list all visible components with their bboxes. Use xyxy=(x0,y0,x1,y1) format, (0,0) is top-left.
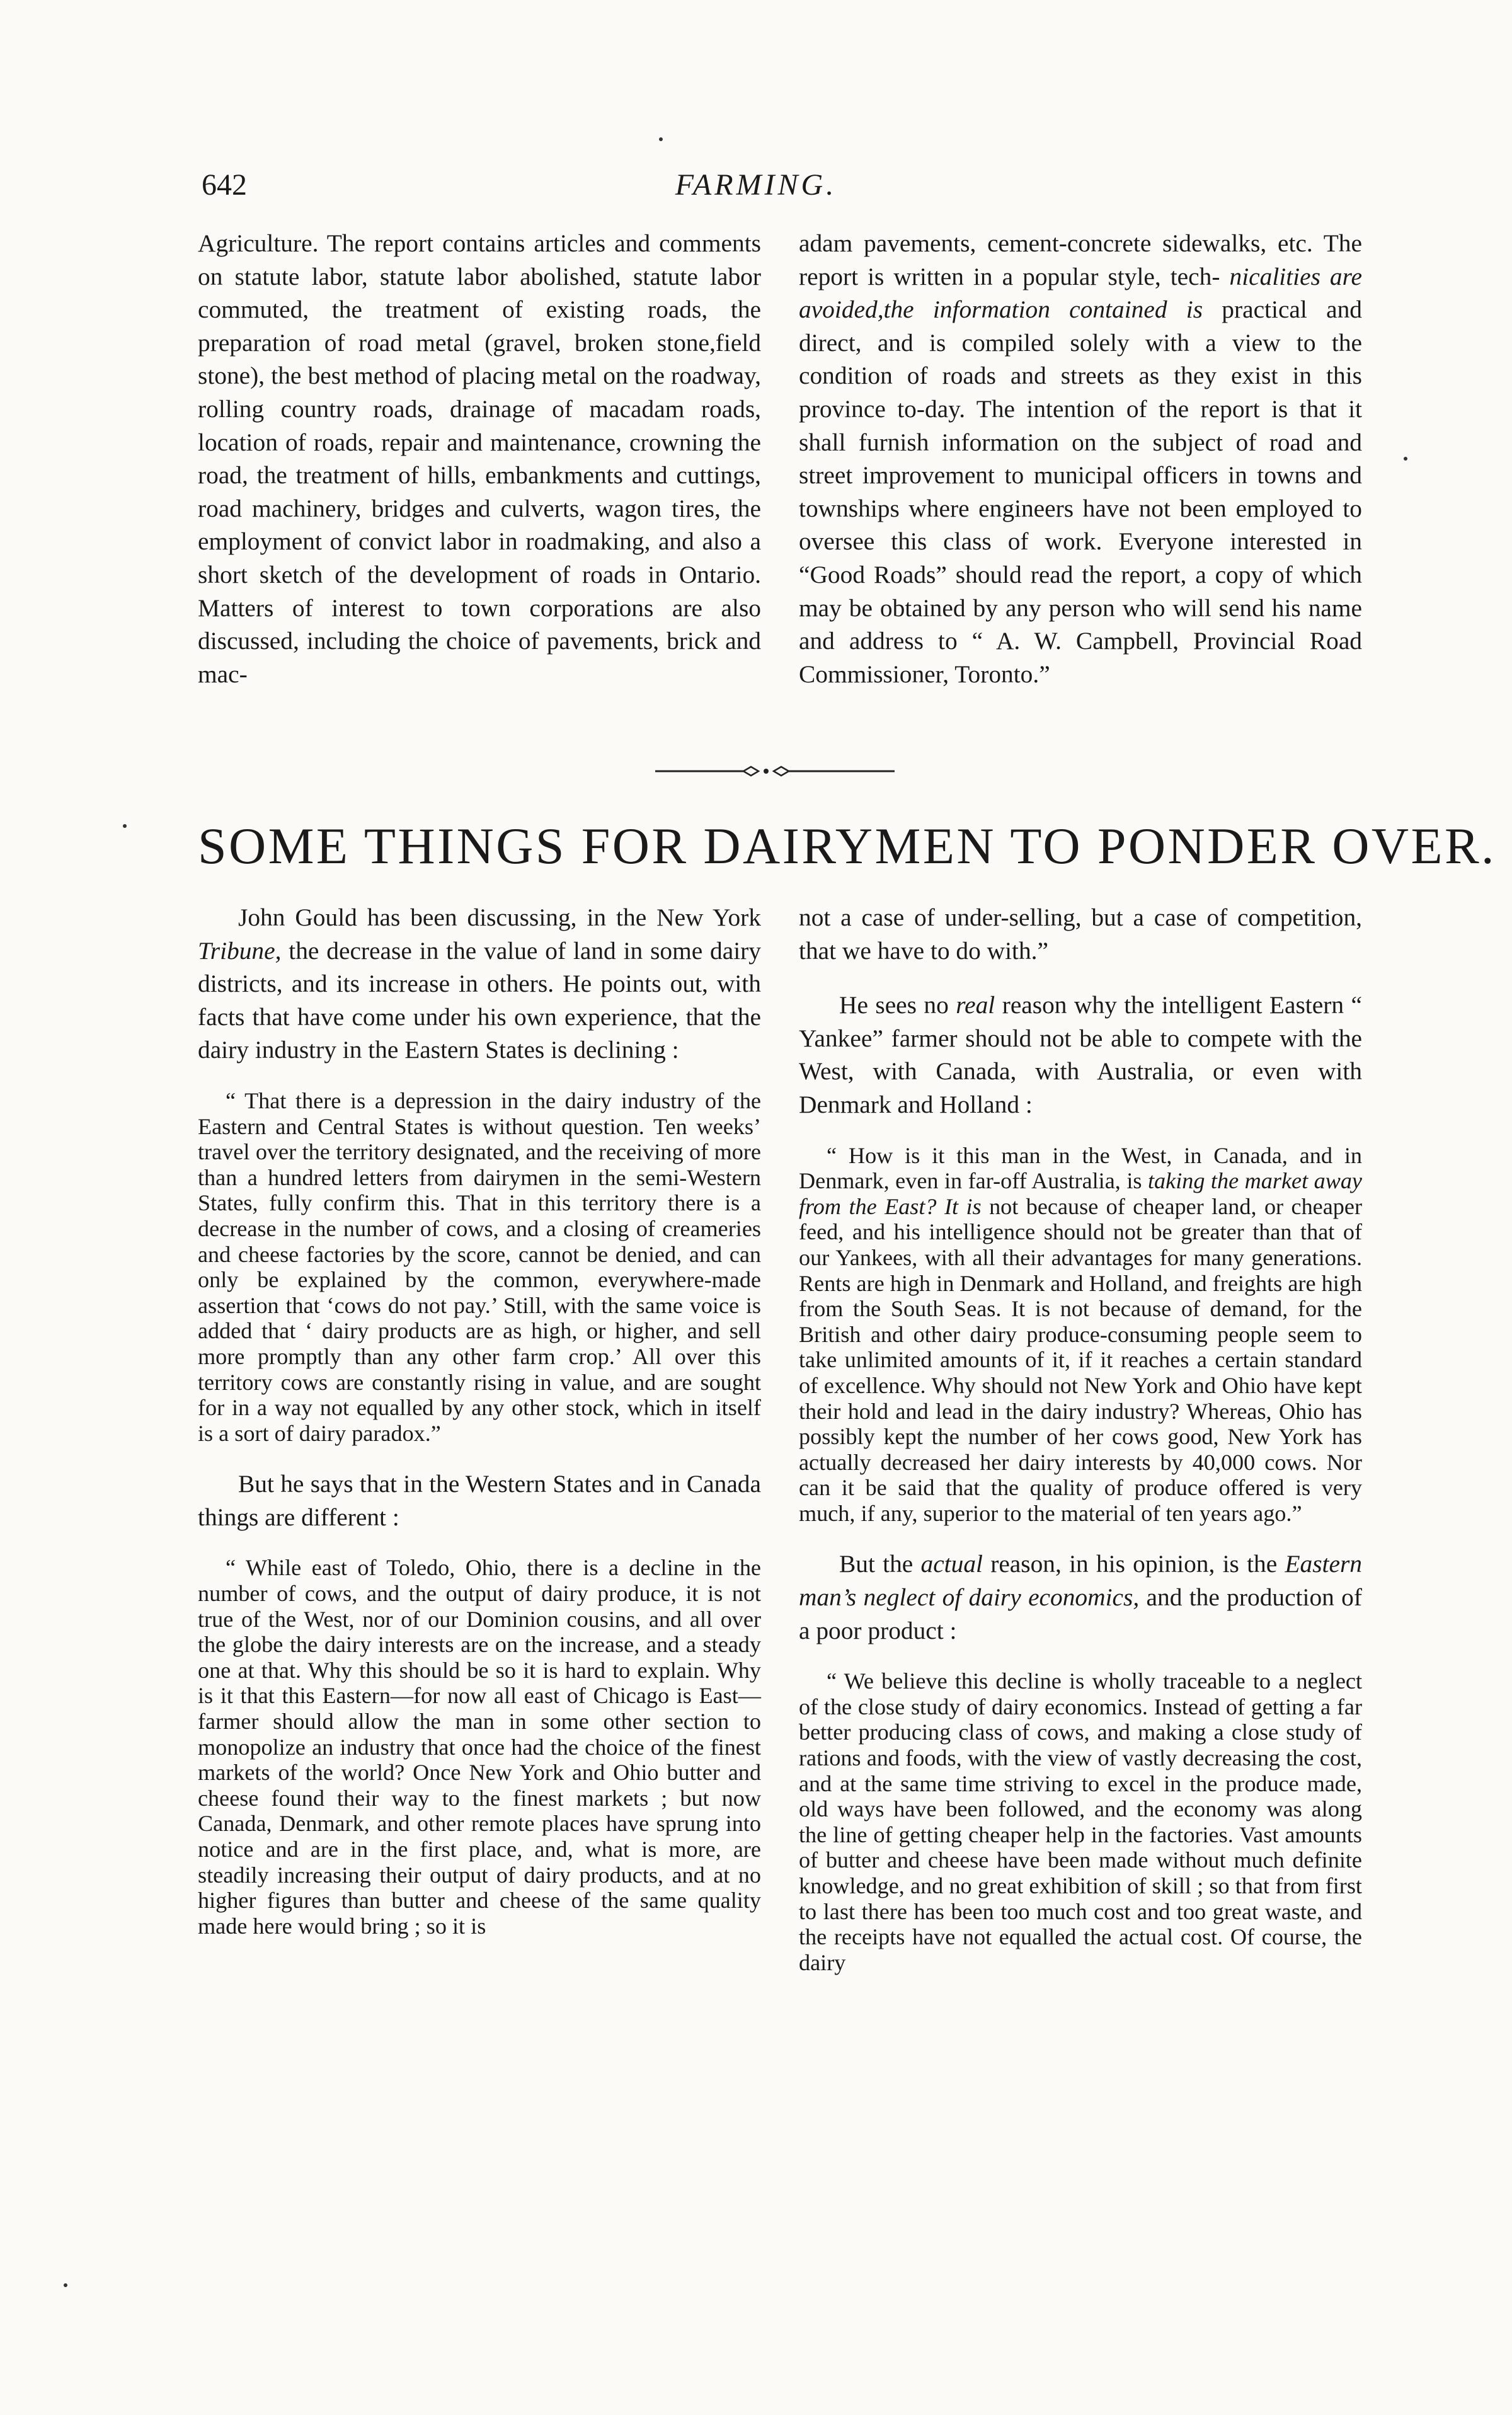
top-article-column-1 xyxy=(198,227,761,691)
italic-run: actual xyxy=(920,1550,983,1578)
block-quote: “ That there is a depression in the dairy industry of the Eastern and Central States is without question. Ten weeks’ travel over the territory designated, and the receiving of more than a hundred letters from dairymen in the semi-Western States, fully confirm this. That in this territory there is a decrease in the number of cows, and a closing of creameries and cheese factories by the score, cannot be denied, and can only be explained by the common, everywhere-made assertion that ‘cows do not pay.’ Still, with the same voice is added that ‘ dairy products are as high, or higher, and sell more promptly than any other farm crop.’ All over this territory cows are constantly rising in value, and are sought for in a way not equalled by any other stock, which in itself is a sort of dairy paradox.” xyxy=(198,1087,761,1446)
paragraph xyxy=(198,901,761,1067)
text-run: adam pavements, cement-concrete sidewalks, etc. The report is written in a popular style, tech- xyxy=(799,229,1362,290)
paragraph: But he says that in the Western States and in Canada things are different : xyxy=(198,1470,761,1531)
paragraph xyxy=(799,227,1362,691)
block-quote: “ We believe this decline is wholly traceable to a neglect of the close study of dairy economics. Instead of getting a far better producing class of cows, and making a close study of rations and foods, with the view of vastly decreasing the cost, and at the same time striving to excel in the produce made, old ways have been followed, and the economy was along the line of getting cheaper help in the factories. Vast amounts of butter and cheese have been made without much definite knowledge, and no great exhibition of skill ; so that from first to last there has been too much cost and too great waste, and the receipts have not equalled the actual cost. Of course, the dairy xyxy=(799,1668,1362,1975)
main-article-column-1 xyxy=(198,901,761,1939)
text-run: He sees no xyxy=(839,991,949,1019)
text-run: But the xyxy=(839,1550,914,1578)
text-run: the decrease in the value of land in some dairy districts, and its increase in others. He points out, with facts that have come under his own experience, that the dairy industry in the Eastern States is declining : xyxy=(198,936,761,1064)
italic-run: Tribune, xyxy=(198,936,282,965)
print-speck xyxy=(64,2283,67,2287)
text-run: reason why the intelligent Eastern “ Yankee” farmer should not be able to compete with the West, with Canada, with Australia, or even with Denmark and Holland : xyxy=(799,991,1362,1118)
print-speck xyxy=(1404,457,1407,461)
section-divider xyxy=(655,762,895,781)
text-run: practical and direct, and is compiled solely with a view to the condition of roads and streets as they exist in this province to-day. The intention of the report is that it shall furnish information on the subject of road and street improvement to municipal officers in towns and townships where engineers have not been employed to oversee this class of work. Everyone interested in “Good Roads” should read the report, a copy of which may be obtained by any person who will send his name and address to “ A. W. Campbell, Provincial Road Commissioner, Toronto.” xyxy=(799,295,1362,688)
article-headline: SOME THINGS FOR DAIRYMEN TO PONDER OVER. xyxy=(198,817,1496,875)
italic-run: taking the market away from the East? It is xyxy=(799,1168,1362,1219)
print-speck xyxy=(123,824,127,828)
running-title: FARMING. xyxy=(675,168,837,202)
paragraph xyxy=(799,989,1362,1121)
paragraph xyxy=(799,1547,1362,1647)
print-speck xyxy=(659,137,663,141)
main-article-column-2 xyxy=(799,901,1362,1975)
italic-run: nicalities are avoided,the information contained is xyxy=(799,262,1362,324)
block-quote: “ While east of Toledo, Ohio, there is a decline in the number of cows, and the output of dairy produce, it is not true of the West, nor of our Dominion cousins, and all over the globe the dairy interests are on the increase, and a steady one at that. Why this should be so it is hard to explain. Why is it that this Eastern—for now all east of Chicago is East—farmer should allow the man in some other section to monopolize an industry that once had the choice of the finest markets of the world? Once New York and Ohio butter and cheese found their way to the finest markets ; but now Canada, Denmark, and other remote places have sprung into notice and are in the first place, and, what is more, are steadily increasing their output of dairy products, and at no higher figures than butter and cheese of the same quality made here would bring ; so it is xyxy=(198,1555,761,1939)
text-run: not because of cheaper land, or cheaper feed, and his intelligence should not be greater than that of our Yankees, with all their advantages for many generations. Rents are high in Denmark and Holland, and freights are high from the South Seas. It is not because of demand, for the British and other dairy produce-consuming people seem to take unlimited amounts of it, if it reaches a certain standard of excellence. Why should not New York and Ohio have kept their hold and lead in the dairy industry? Whereas, Ohio has possibly kept the number of her cows good, New York has actually decreased her dairy interests by 40,000 cows. Nor can it be said that the quality of produce offered is very much, if any, superior to the material of ten years ago.” xyxy=(799,1193,1363,1526)
italic-run: Eastern man’s neglect of dairy economics, xyxy=(799,1550,1362,1612)
text-run: “ How is it this man in the West, in Canada, and in Denmark, even in far-off Australia, is xyxy=(799,1142,1362,1194)
top-article-column-2 xyxy=(799,227,1362,691)
block-quote xyxy=(799,1143,1362,1527)
text-run: John Gould has been discussing, in the New York xyxy=(238,903,761,931)
text-run: and the production of a poor product : xyxy=(799,1583,1362,1644)
paragraph: Agriculture. The report contains articles and comments on statute labor, statute labor abolished, statute labor commuted, the treatment of existing roads, the preparation of road metal (gravel, broken stone,field stone), the best method of placing metal on the roadway, rolling country roads, drainage of macadam roads, location of roads, repair and maintenance, crowning the road, the treatment of hills, embankments and cuttings, road machinery, bridges and culverts, wagon tires, the employment of convict labor in roadmaking, and also a short sketch of the development of roads in Ontario. Matters of interest to town corporations are also discussed, including the choice of pavements, brick and mac- xyxy=(198,229,761,688)
paragraph: not a case of under-selling, but a case of competition, that we have to do with.” xyxy=(799,903,1362,965)
italic-run: real xyxy=(956,991,995,1019)
text-run: reason, in his opinion, is the xyxy=(990,1550,1278,1578)
page-number: 642 xyxy=(202,168,247,202)
